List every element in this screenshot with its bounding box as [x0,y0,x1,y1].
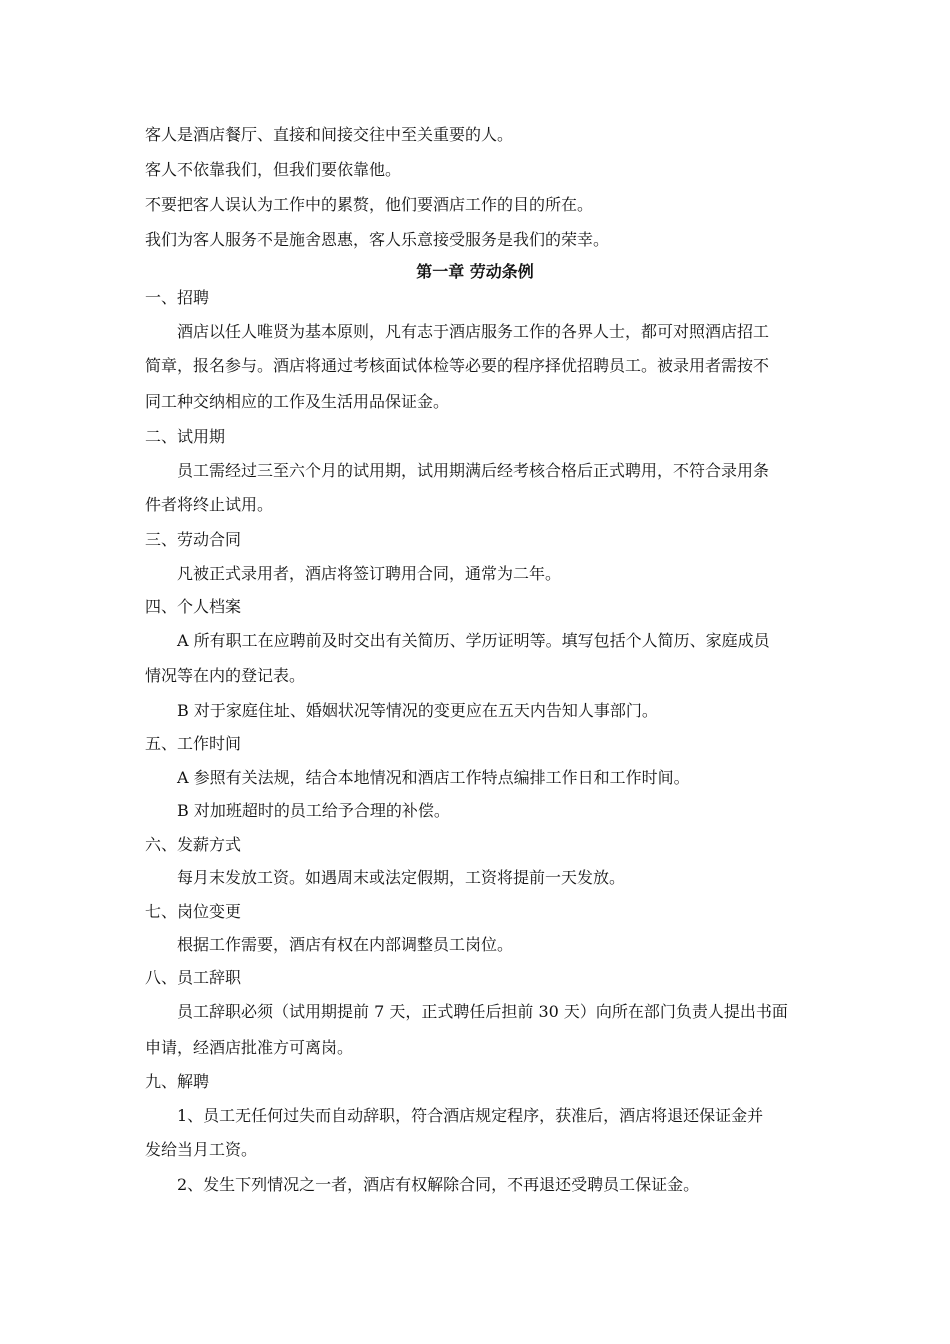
paragraph-line: 根据工作需要，酒店有权在内部调整员工岗位。 [177,935,514,954]
section-heading: 一、招聘 [145,288,210,307]
paragraph-line: 简章，报名参与。酒店将通过考核面试体检等必要的程序择优招聘员工。被录用者需按不 [145,356,770,375]
section-heading: 四、个人档案 [145,597,242,616]
section-heading: 五、工作时间 [145,734,242,753]
paragraph-line: 件者将终止试用。 [145,495,274,514]
intro-line: 客人不依靠我们，但我们要依靠他。 [145,160,402,179]
intro-line: 我们为客人服务不是施舍恩惠，客人乐意接受服务是我们的荣幸。 [145,230,610,249]
paragraph-line: 酒店以任人唯贤为基本原则，凡有志于酒店服务工作的各界人士，都可对照酒店招工 [177,322,770,341]
paragraph-line: 每月末发放工资。如遇周末或法定假期，工资将提前一天发放。 [177,868,626,887]
paragraph-line: 员工辞职必须（试用期提前 7 天，正式聘任后担前 30 天）向所在部门负责人提出书面 [177,1002,788,1021]
paragraph-line: 情况等在内的登记表。 [145,666,306,685]
section-heading: 七、岗位变更 [145,902,242,921]
paragraph-line: 1、员工无任何过失而自动辞职，符合酒店规定程序，获准后，酒店将退还保证金并 [177,1106,764,1125]
intro-line: 不要把客人误认为工作中的累赘，他们要酒店工作的目的所在。 [145,195,594,214]
paragraph-line: A 所有职工在应聘前及时交出有关简历、学历证明等。填写包括个人简历、家庭成员 [177,631,770,650]
paragraph-line: 凡被正式录用者，酒店将签订聘用合同，通常为二年。 [177,564,562,583]
paragraph-line: 员工需经过三至六个月的试用期，试用期满后经考核合格后正式聘用，不符合录用条 [177,461,770,480]
section-heading: 三、劳动合同 [145,530,242,549]
intro-line: 客人是酒店餐厅、直接和间接交往中至关重要的人。 [145,125,514,144]
paragraph-line: 申请，经酒店批准方可离岗。 [145,1038,354,1057]
section-heading: 六、发薪方式 [145,835,242,854]
paragraph-line: B 对于家庭住址、婚姻状况等情况的变更应在五天内告知人事部门。 [177,701,658,720]
paragraph-line: 同工种交纳相应的工作及生活用品保证金。 [145,392,450,411]
paragraph-line: 2、发生下列情况之一者，酒店有权解除合同，不再退还受聘员工保证金。 [177,1175,700,1194]
paragraph-line: A 参照有关法规，结合本地情况和酒店工作特点编排工作日和工作时间。 [177,768,690,787]
section-heading: 二、试用期 [145,427,226,446]
section-heading: 九、解聘 [145,1072,210,1091]
paragraph-line: 发给当月工资。 [145,1140,258,1159]
paragraph-line: B 对加班超时的员工给予合理的补偿。 [177,801,450,820]
chapter-title: 第一章 劳动条例 [416,262,534,281]
section-heading: 八、员工辞职 [145,968,242,987]
